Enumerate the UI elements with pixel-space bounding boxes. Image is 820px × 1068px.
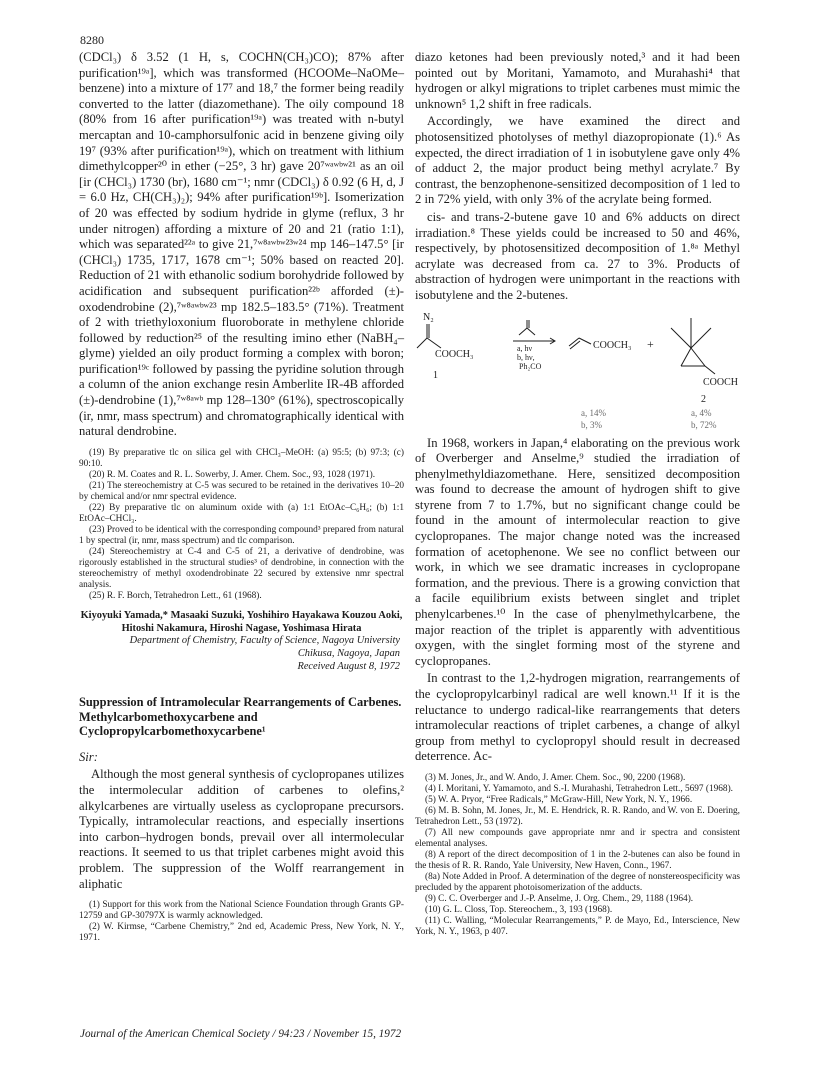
footnotes-block: [79, 448, 404, 602]
footnote: (1) Support for this work from the National Science Foundation through Grants GP-12759 and GP-30797X is warmly acknowledged.: [79, 900, 404, 922]
ester-group-label: COOCH₃: [435, 348, 474, 360]
footnote: (25) R. F. Borch, Tetrahedron Lett., 61 (1968).: [89, 590, 262, 601]
footnote: (10) G. L. Closs, Top. Stereochem., 3, 193 (1968).: [425, 904, 613, 915]
footnote: (3) M. Jones, Jr., and W. Ando, J. Amer. Chem. Soc., 90, 2200 (1968).: [425, 772, 686, 783]
footnote: (11) C. Walling, “Molecular Rearrangements,” P. de Mayo, Ed., Interscience, New York, N. Y., 1963, p 407.: [415, 915, 740, 937]
footnote: (22) By preparative tlc on aluminum oxide with (a) 1:1 EtOAc–C₆H₆; (b) 1:1 EtOAc–CHCl₃.: [79, 502, 404, 524]
methyl-acrylate-structure: [569, 338, 591, 349]
body-paragraph: Accordingly, we have examined the direct and photosensitized photolyses of methyl diazopropionate (1).⁶ As expected, the direct irradiation of 1 in isobutylene gave only 4% of adduct 2, the major product being methyl acrylate.⁷ By contrast, the benzophenone-sensitized decomposition of 1 led to 2 in 72% yield, with only 3% of the acrylate being formed.: [415, 114, 740, 207]
footnote: (8a) Note Added in Proof. A determination of the degree of nonstereospecificity was precluded by the apparent photoisomerization of the adducts.: [415, 871, 740, 893]
compound-2-number: 2: [701, 393, 706, 405]
product-ester-label: COOCH: [703, 376, 739, 388]
footnote: (5) W. A. Pryor, “Free Radicals,” McGraw-Hill, New York, N. Y., 1966.: [425, 794, 693, 805]
acrylate-yield-sensitized: b, 3%: [581, 419, 602, 430]
product-yield-direct: a, 4%: [691, 407, 712, 418]
body-paragraph: In 1968, workers in Japan,⁴ elaborating on the previous work of Overberger and Anselme,⁹ studied the irradiation of phenylmethyldiazomethane. Here, sensitized decomposition was found to decrease the amount of hydrogen shift to give styrene from 7 to 1.7%, but no significant change could be found in the amount of intermolecular reaction to give cyclopropanes. The major change noted was the increased formation of acetophenone. We see no conflict between our work, in which we see dramatic increases in cyclopropane formation, and the previous. There is a growing conviction that a facile equilibrium exists between singlet and triplet phenylcarbenes.¹⁰ In the case of phenylmethylcarbene, the major reaction of the triplet is apparently with adventitious oxygen, with the singlet forming most of the styrene and cyclopropanes.: [415, 435, 740, 668]
isobutylene-structure: [519, 320, 535, 335]
condition-direct: a, hν: [517, 343, 533, 353]
product-yield-sensitized: b, 72%: [691, 419, 717, 430]
condition-sensitizer: Ph₂CO: [519, 361, 542, 371]
body-paragraph: diazo ketones had been previously noted,³ and it had been pointed out by Moritani, Yamamoto, and Murahashi⁴ that hydrogen or alkyl migrations to triplet carbenes must mimic the unknown⁵ 1,2 shift in free radicals.: [415, 50, 740, 111]
footnotes-block: [79, 900, 404, 944]
affiliation-location: Chikusa, Nagoya, Japan: [297, 648, 400, 660]
right-column: [415, 50, 740, 938]
footnote: (6) M. B. Sohn, M. Jones, Jr., M. E. Hendrick, R. R. Rando, and W. von E. Doering, Tetrahedron Lett., 53 (1972).: [415, 805, 740, 827]
reaction-scheme: [415, 310, 740, 430]
footnote: (2) W. Kirmse, “Carbene Chemistry,” 2nd ed, Academic Press, New York, N. Y., 1971.: [79, 922, 404, 944]
footnote: (24) Stereochemistry at C-4 and C-5 of 21, a derivative of dendrobine, was rigorously established in the structural studies³ of dendrobine, in connection with the stereochemistry of methyl oxodendrobinate 22 secured by extensive nmr spectral analysis.: [79, 546, 404, 590]
compound-1-structure: [417, 324, 441, 348]
footnote: (4) I. Moritani, Y. Yamamoto, and S.-I. Murahashi, Tetrahedron Lett., 5697 (1968).: [425, 783, 733, 794]
footnote: (7) All new compounds gave appropriate nmr and ir spectra and consistent elemental analyses.: [415, 827, 740, 849]
page-number: 8280: [80, 33, 104, 47]
body-paragraph: In contrast to the 1,2-hydrogen migration, rearrangements of the cyclopropylcarbinyl radical are well known.¹¹ If it is the reluctance to undergo radical-like rearrangements that deters intramolecular reactions of triplet carbenes, a change of alkyl group from methyl to cyclopropyl should result in decreased deterrence. Ac-: [415, 671, 740, 764]
footnote: (9) C. C. Overberger and J.-P. Anselme, J. Org. Chem., 29, 1188 (1964).: [425, 893, 694, 904]
reaction-scheme-drawing: [415, 310, 740, 430]
acrylate-ester-label: COOCH₃: [593, 339, 632, 351]
acrylate-yield-direct: a, 14%: [581, 407, 606, 418]
cyclopropane-product-structure: [671, 318, 715, 374]
condition-sensitized: b, hν,: [517, 352, 535, 362]
body-paragraph: cis- and trans-2-butene gave 10 and 6% adducts on direct irradiation.⁸ These yields could be increased to 50 and 46%, respectively, by photosensitized decomposition of 1.⁸ᵃ Methyl acrylate was decreased from ca. 27 to 3%. Products of abstraction of hydrogen were unimportant in the reactions with isobutylene and the 2-butenes.: [415, 209, 740, 302]
journal-footer: Journal of the American Chemical Society / 94:23 / November 15, 1972: [80, 1028, 402, 1040]
footnote: (19) By preparative tlc on silica gel with CHCl₃–MeOH: (a) 95:5; (b) 97:3; (c) 90:10.: [79, 447, 404, 469]
body-paragraph: Although the most general synthesis of cyclopropanes utilizes the intermolecular addition of carbenes to olefins,² alkylcarbenes are virtually useless as cyclopropane precursors. Typically, intramolecular reactions, and especially insertions into carbon–hydrogen bonds, prevail over all intermolecular reactions. It seemed to us that triplet carbenes might avoid this problem. The suppression of the Wolff rearrangement in aliphatic: [79, 767, 404, 891]
body-paragraph: (CDCl₃) δ 3.52 (1 H, s, COCHN(CH₃)CO); 87% after purification¹⁹ᵃ], which was transformed (HCOOMe–NaOMe–benzene) into a mixture of 17⁷ and 18,⁷ the former being readily converted to the latter (diazomethane). The oily compound 18 (80% from 16 after purification¹⁹ᵃ) was treated with n-butyl mercaptan and 10-camphorsulfonic acid in benzene giving oily 19⁷ (93% after purification¹⁹ᵃ), which on treatment with lithium dimethylcopper²⁰ in ether (−25°, 3 hr) gave 20⁷ʷᵃʷᵇʷ²¹ as an oil [ir (CHCl₃) 1730 (br), 1680 cm⁻¹; nmr (CDCl₃) δ 0.92 (6 H, d, J = 6.0 Hz, CH(CH₃)₂); 94% after purification¹⁹ᵇ]. Isomerization of 20 was effected by sodium hydride in glyme (reflux, 3 hr under nitrogen) affording a mixture of 20 and 21 (ratio 1:1), which was separated²²ᵃ to give 21,⁷ʷ⁸ᵃʷᵇʷ²³ʷ²⁴ mp 146–147.5° [ir (CHCl₃) 1735, 1717, 1678 cm⁻¹; 50% based on reacted 20]. Reduction of 21 with ethanolic sodium borohydride followed by acidification and subsequent purification²²ᵇ afforded (±)-oxodendrobine (2),⁷ʷ⁸ᵃʷᵇʷ²³ mp 182.5–183.5° (71%). Treatment of 2 with triethyloxonium fluoroborate in methylene chloride followed by reduction²⁵ of the resulting imino ether (NaBH₄–glyme) yielded an oily product forming a complex with boron; purification¹⁹ᶜ followed by passing the pyridine solution through a column of the anion exchange resin Amberlite IR-4B afforded (±)-dendrobine (1),⁷ʷ⁸ᵃʷᵇ mp 128–130° (61%), spectroscopically (ir, nmr, mass spectrum) and chromatographically identical with natural dendrobine.: [79, 50, 404, 439]
author-list: Kiyoyuki Yamada,* Masaaki Suzuki, Yoshihiro Hayakawa Kouzou Aoki, Hitoshi Nakamura, Hiroshi Nagase, Yoshimasa Hirata: [80, 609, 403, 634]
received-date: Received August 8, 1972: [297, 660, 400, 672]
footnote: (8) A report of the direct decomposition of 1 in the 2-butenes can also be found in the thesis of R. R. Rando, Yale University, New Haven, Conn., 1967.: [415, 849, 740, 871]
affiliation: Department of Chemistry, Faculty of Science, Nagoya University: [129, 635, 400, 647]
compound-1-number: 1: [433, 369, 438, 381]
diazo-label: N₂: [423, 311, 434, 323]
left-column: [79, 50, 404, 944]
footnote: (21) The stereochemistry at C-5 was secured to be retained in the derivatives 10–20 by chemical and/or nmr spectral evidence.: [79, 480, 404, 502]
plus-sign: +: [647, 336, 654, 351]
footnotes-block: [415, 773, 740, 938]
footnote: (20) R. M. Coates and R. L. Sowerby, J. Amer. Chem. Soc., 93, 1028 (1971).: [89, 469, 376, 480]
footnote: (23) Proved to be identical with the corresponding compound³ prepared from natural 1 by spectral (ir, nmr, mass spectrum) and tlc comparison.: [79, 524, 404, 546]
salutation: Sir:: [79, 750, 98, 765]
communication-title: Suppression of Intramolecular Rearrangements of Carbenes. Methylcarbomethoxycarbene and Cyclopropylcarbomethoxycarbene¹: [79, 695, 402, 739]
